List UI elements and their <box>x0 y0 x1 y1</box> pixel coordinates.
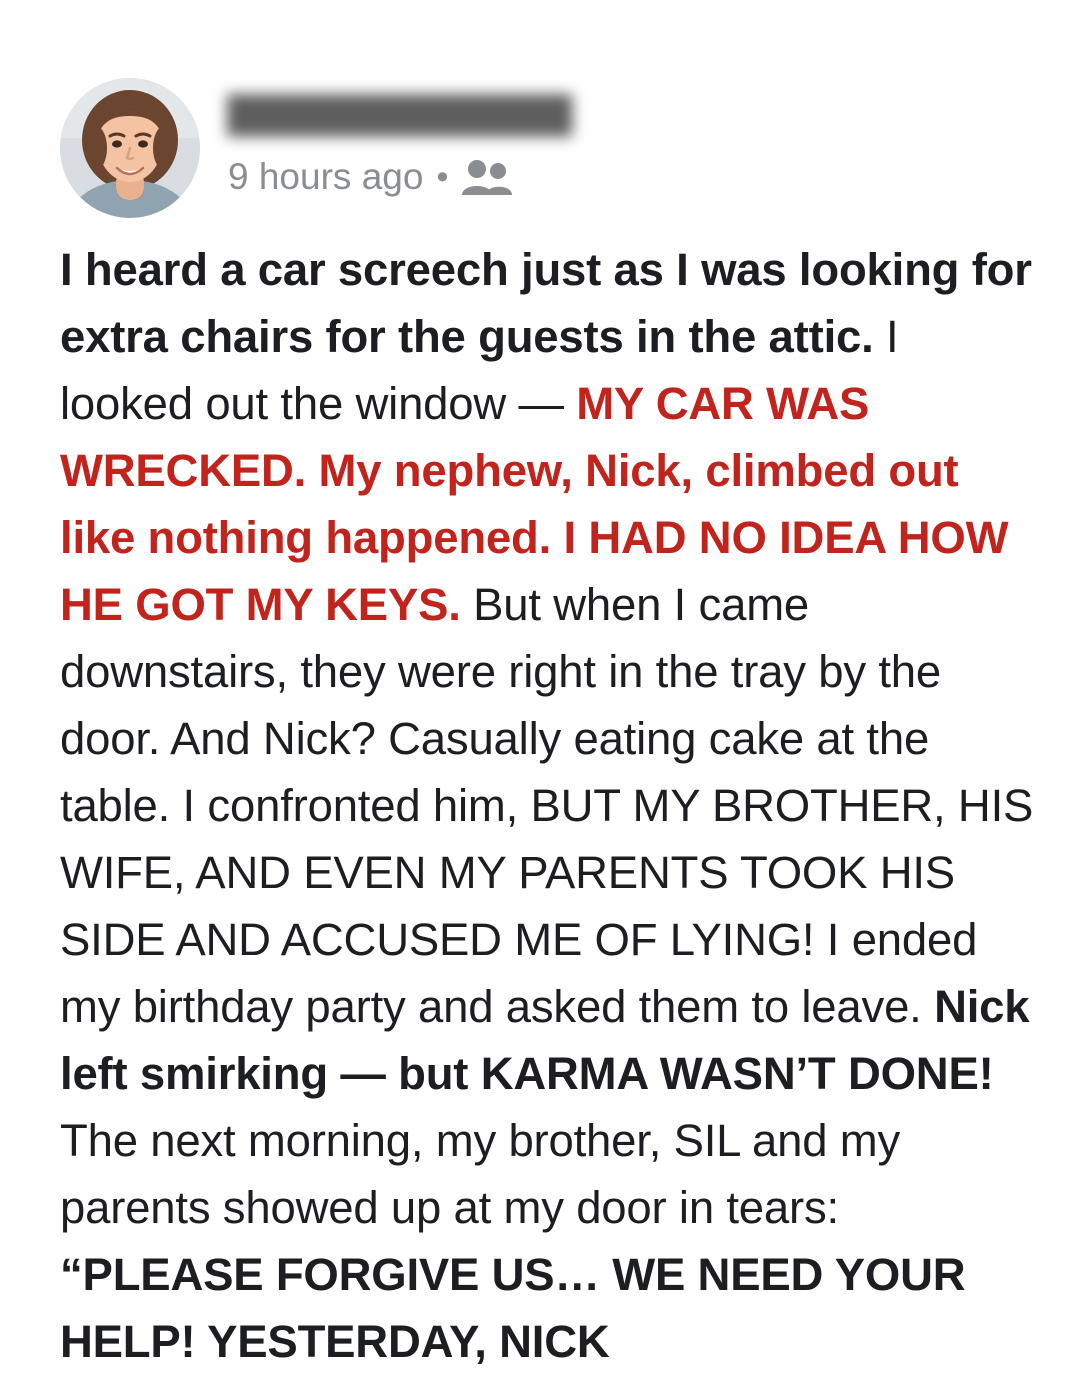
post-text-segment-4: But when I came downstairs, they were right in the tray by the door. And Nick? Casually eating cake at the table. I confronted him, BUT MY BROTHER, HIS WIFE, AND EVEN MY PARENTS TOOK HIS SIDE AND ACCUSED ME OF LYING! I ended my birthday party and asked them to leave. <box>60 579 1034 1032</box>
meta-separator: • <box>436 158 449 196</box>
post-text-segment-3: MY CAR WAS WRECKED. My nephew, Nick, climbed out like nothing happened. I HAD NO IDEA HOW HE GOT MY KEYS. <box>60 378 1009 630</box>
post-text-segment-6: The next morning, my brother, SIL and my parents showed up at my door in tears: <box>60 1115 901 1233</box>
post-text-segment-7: “PLEASE FORGIVE US… WE NEED YOUR HELP! YESTERDAY, NICK <box>60 1249 966 1367</box>
author-name[interactable]: ▇▇▇▇▇▇▇▇▇▇▇ <box>228 91 572 135</box>
post-text-segment-5: Nick left smirking — but KARMA WASN’T DONE! <box>60 981 1030 1099</box>
post-meta <box>228 156 572 198</box>
post-timestamp[interactable]: 9 hours ago <box>228 156 424 197</box>
post-text-segment-2: I looked out the window — <box>60 311 899 429</box>
post-header <box>60 78 1036 228</box>
avatar[interactable] <box>60 78 200 218</box>
post-text <box>60 236 1036 1375</box>
post-author-block <box>228 90 572 198</box>
post-text-segment-1: I heard a car screech just as I was looking for extra chairs for the guests in the attic. <box>60 244 1032 362</box>
friends-icon[interactable] <box>461 158 513 196</box>
